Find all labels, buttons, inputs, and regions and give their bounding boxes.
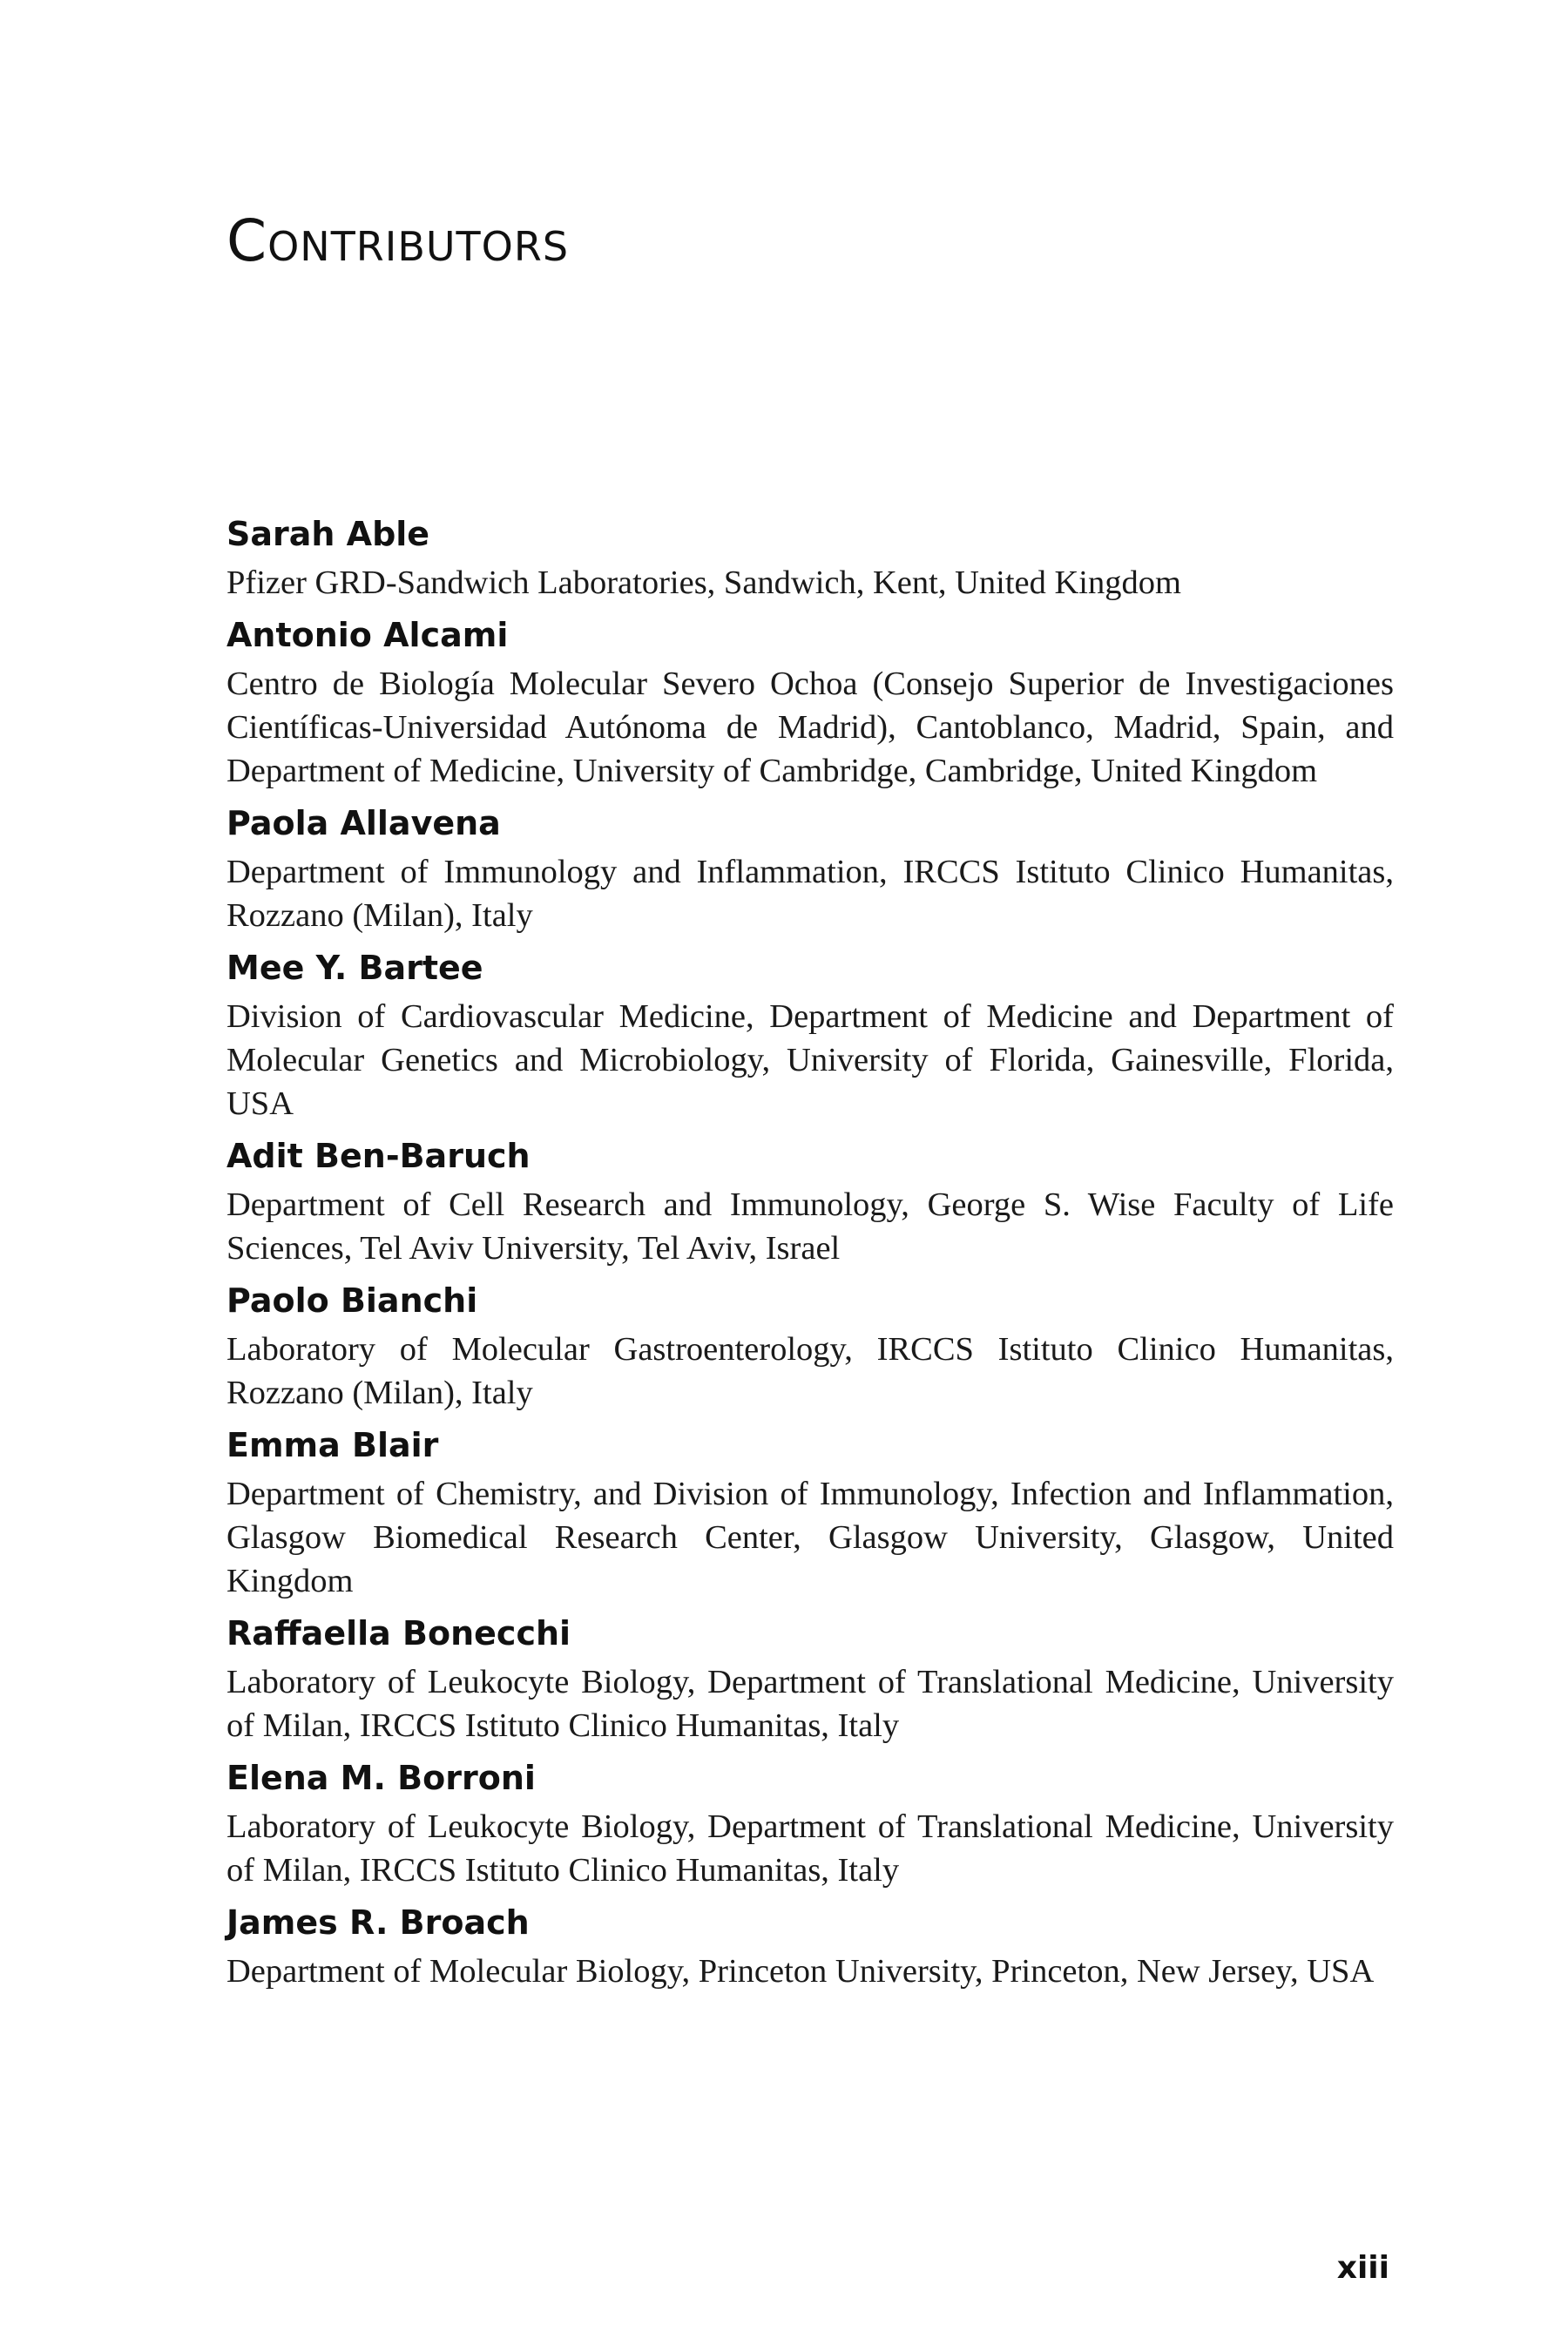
contributor-entry bbox=[226, 1761, 1394, 1892]
contributor-affiliation: Laboratory of Leukocyte Biology, Department of Translational Medicine, University of Milan, IRCCS Istituto Clinico Humanitas, Italy bbox=[226, 1808, 1394, 1889]
contributor-entry bbox=[226, 1426, 1394, 1603]
contributor-affiliation: Laboratory of Molecular Gastroenterology, IRCCS Istituto Clinico Humanitas, Rozzano (Milan), Italy bbox=[226, 1331, 1394, 1411]
contributor-list bbox=[226, 517, 1394, 2007]
page-number: xiii bbox=[1336, 2250, 1389, 2286]
contributor-entry bbox=[226, 1281, 1394, 1415]
contributor-name: Paolo Bianchi bbox=[226, 1281, 478, 1320]
contributor-entry bbox=[226, 517, 1394, 605]
contributor-entry bbox=[226, 1139, 1394, 1270]
contributor-name: Raffaella Bonecchi bbox=[226, 1614, 571, 1652]
contributor-name: Mee Y. Bartee bbox=[226, 949, 483, 987]
contributor-name: Adit Ben-Baruch bbox=[226, 1137, 531, 1175]
contributor-affiliation: Pfizer GRD-Sandwich Laboratories, Sandwich, Kent, United Kingdom bbox=[226, 564, 1181, 601]
contributor-affiliation: Division of Cardiovascular Medicine, Department of Medicine and Department of Molecular Genetics and Microbiology, University of Florida, Gainesville, Florida, USA bbox=[226, 998, 1394, 1122]
contributor-affiliation: Department of Cell Research and Immunology, George S. Wise Faculty of Life Sciences, Tel Aviv University, Tel Aviv, Israel bbox=[226, 1186, 1394, 1267]
contributor-name: Elena M. Borroni bbox=[226, 1759, 536, 1797]
contributor-affiliation: Laboratory of Leukocyte Biology, Department of Translational Medicine, University of Milan, IRCCS Istituto Clinico Humanitas, Italy bbox=[226, 1664, 1394, 1744]
contributor-entry bbox=[226, 951, 1394, 1125]
contributor-entry bbox=[226, 1903, 1394, 1993]
contributor-entry bbox=[226, 618, 1394, 793]
contributor-affiliation: Department of Immunology and Inflammation, IRCCS Istituto Clinico Humanitas, Rozzano (Milan), Italy bbox=[226, 854, 1394, 934]
contributor-affiliation: Department of Chemistry, and Division of Immunology, Infection and Inflammation, Glasgow Biomedical Research Center, Glasgow University, Glasgow, United Kingdom bbox=[226, 1476, 1394, 1599]
contributor-name: Paola Allavena bbox=[226, 804, 501, 842]
contributor-name: Antonio Alcami bbox=[226, 616, 509, 654]
contributor-entry bbox=[226, 804, 1394, 937]
page-title: Contributors bbox=[226, 207, 570, 274]
contributor-name: James R. Broach bbox=[226, 1903, 530, 1942]
contributor-entry bbox=[226, 1614, 1394, 1747]
contributor-name: Sarah Able bbox=[226, 515, 430, 553]
contributor-affiliation: Centro de Biología Molecular Severo Ochoa (Consejo Superior de Investigaciones Científicas-Universidad Autónoma de Madrid), Cantoblanco, Madrid, Spain, and Department of Medicine, University of Cambridge, Cambridge, United Kingdom bbox=[226, 666, 1394, 789]
contributor-name: Emma Blair bbox=[226, 1426, 439, 1464]
contributor-affiliation: Department of Molecular Biology, Princeton University, Princeton, New Jersey, USA bbox=[226, 1953, 1375, 1990]
